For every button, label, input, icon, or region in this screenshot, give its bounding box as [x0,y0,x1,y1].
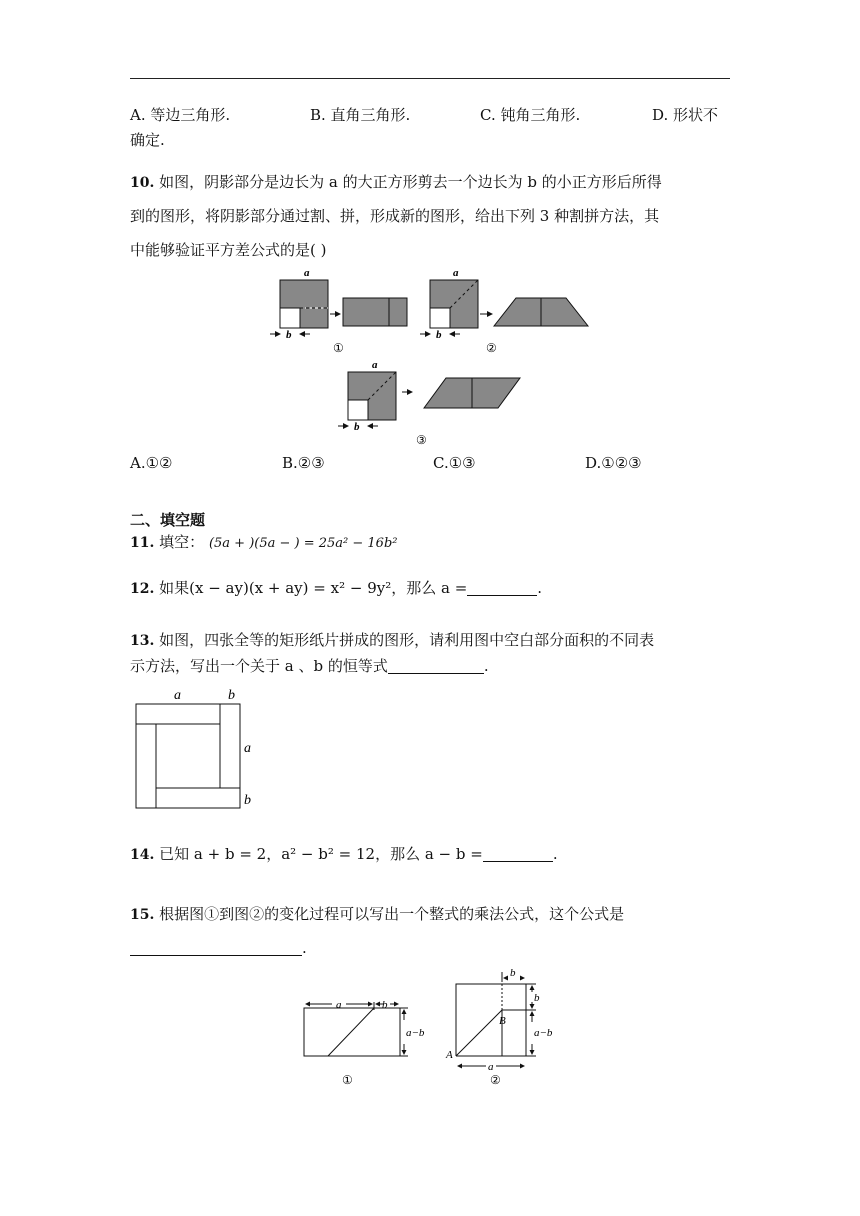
q10-fig1-label-a: a [304,267,310,279]
q10-options [130,454,730,482]
q12-text: 如果(x − ay)(x + ay) = x² − 9y²，那么 a = [159,579,468,597]
q15-fig1-label-b: b [382,999,388,1011]
q10-fig3-caption: ③ [416,433,427,447]
q11 [130,528,730,558]
q15-line2 [130,934,730,962]
q12-number: 12. [130,581,155,597]
q15-fig1-caption: ① [342,1073,353,1087]
q15-end: . [302,939,307,957]
q15-fig2-point-a: A [446,1049,453,1061]
q15-fig1-label-a: a [336,999,342,1011]
q13-figure [130,684,270,814]
q15-number: 15. [130,907,155,923]
q15-line1 [130,900,730,929]
q13-text-2: 示方法，写出一个关于 a 、b 的恒等式 [130,657,388,675]
q10-number: 10. [130,175,155,191]
q13-number: 13. [130,633,155,649]
q13-label-b-right: b [244,793,251,808]
q9-option-c: C. 钝角三角形. [480,106,581,124]
q10-fig2-label-a: a [453,267,459,279]
q13-label-b-top: b [228,688,235,703]
q9-option-a: A. 等边三角形. [130,106,231,124]
q9-option-d: D. 形状不 [652,106,719,124]
q10-fig1-caption: ① [333,341,344,355]
q10-option-c: C.①③ [433,454,476,472]
q13-answer-blank[interactable] [388,657,484,674]
q14 [130,840,730,869]
q13-end: . [483,657,489,675]
q14-number: 14. [130,847,155,863]
q13-line1 [130,626,730,655]
q10-option-a: A.①② [130,454,173,472]
q12-answer-blank[interactable] [467,579,537,596]
q10-fig3-label-a: a [372,359,378,371]
q15-text-1: 根据图①到图②的变化过程可以写出一个整式的乘法公式，这个公式是 [159,905,625,923]
q10-figure [260,262,600,448]
q12 [130,574,730,603]
q10-fig3-label-b: b [354,421,360,433]
header-rule [130,78,730,79]
q10-line2: 到的图形，将阴影部分通过割、拼，形成新的图形，给出下列 3 种割拼方法，其 [130,207,660,225]
q15-figure [296,964,566,1090]
q13-label-a-top: a [174,688,181,703]
q15-answer-blank[interactable] [130,939,302,956]
q13-line2 [130,652,730,680]
q10-fig1-label-b: b [286,329,292,341]
q12-end: . [537,579,543,597]
section-heading: 二、填空题 [130,511,206,529]
q11-text: 填空： [159,533,205,551]
q15-fig2-label-b-right: b [534,992,540,1004]
q13-label-a-right: a [244,741,251,756]
q11-formula: (5a + )(5a − ) = 25a² − 16b² [208,536,398,551]
q14-answer-blank[interactable] [483,845,553,862]
q13-text-1: 如图，四张全等的矩形纸片拼成的图形，请利用图中空白部分面积的不同表 [159,631,655,649]
q10-line3: 中能够验证平方差公式的是( ) [130,241,327,259]
q15-fig1-label-a-minus-b: a−b [406,1027,425,1039]
q14-end: . [552,845,558,863]
q10-fig2-label-b: b [436,329,442,341]
q10-option-d: D.①②③ [585,454,642,472]
q15-fig2-caption: ② [490,1073,501,1087]
q15-fig2-label-b-top: b [510,967,516,979]
q10-line1 [130,168,730,197]
q10-text-1: 如图，阴影部分是边长为 a 的大正方形剪去一个边长为 b 的小正方形后所得 [159,173,662,191]
q14-text: 已知 a + b = 2，a² − b² = 12，那么 a − b = [159,845,483,863]
q9-option-d-continued: 确定. [130,131,165,149]
q15-fig2-point-b: B [499,1015,506,1027]
q10-option-b: B.②③ [282,454,325,472]
q11-number: 11. [130,535,155,551]
q10-fig2-caption: ② [486,341,497,355]
q15-fig2-label-a: a [488,1061,494,1073]
q15-fig2-label-a-minus-b: a−b [534,1027,553,1039]
q9-option-b: B. 直角三角形. [310,106,411,124]
